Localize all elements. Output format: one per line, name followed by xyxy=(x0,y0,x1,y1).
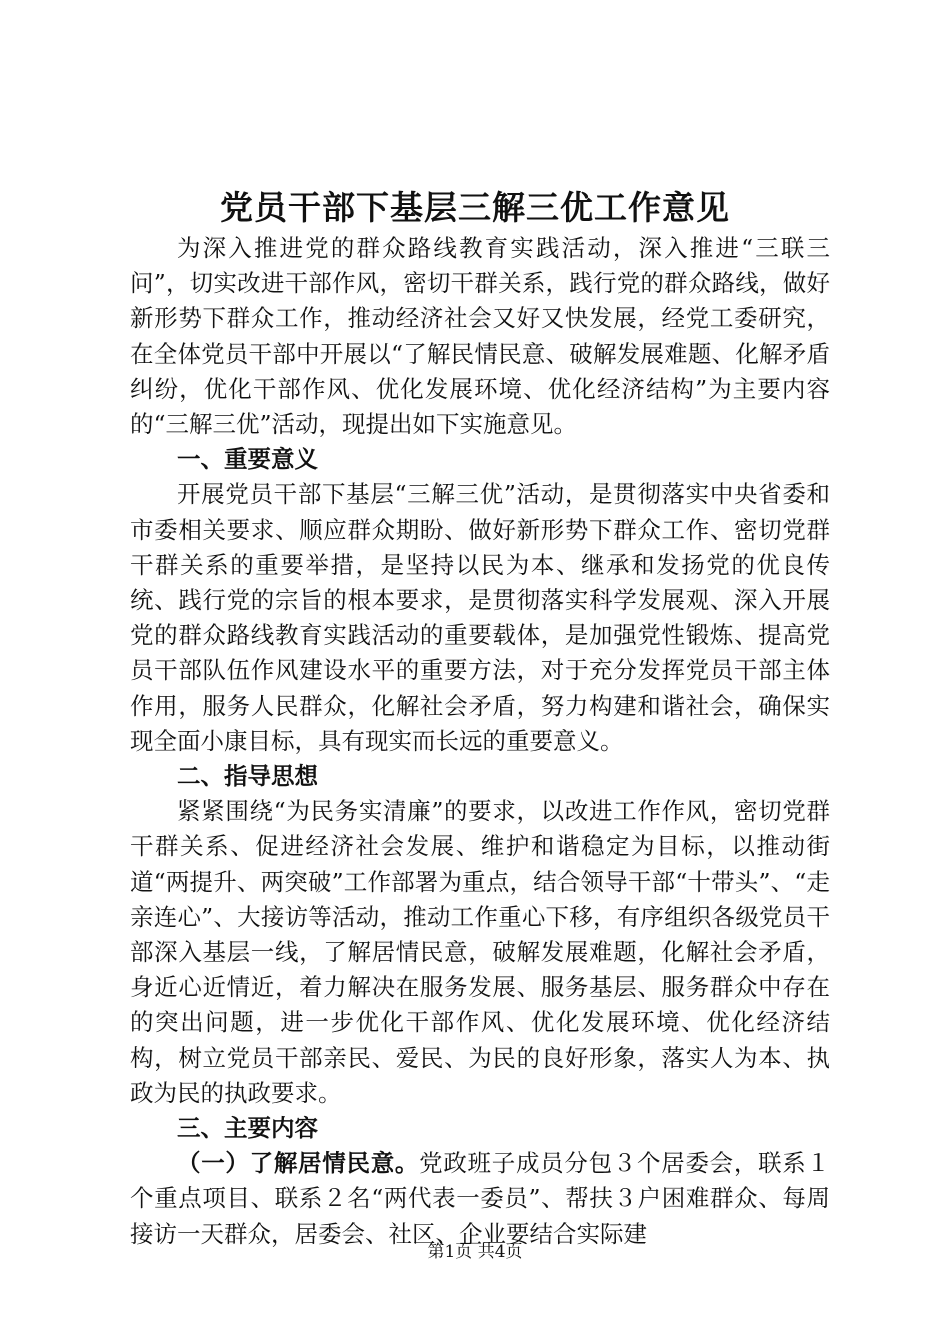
section-heading-significance: 一、重要意义 xyxy=(177,445,318,474)
document-title: 党员干部下基层三解三优工作意见 xyxy=(220,188,730,227)
intro-paragraph: 为深入推进党的群众路线教育实践活动，深入推进“三联三问”，切实改进干部作风，密切干群关系，践行党的群众路线，做好新形势下群众工作，推动经济社会又好又快发展，经党工委研究，在全体党员干部中开展以“了解民情民意、破解发展难题、化解矛盾纠纷，优化干部作风、优化发展环境、优化经济结构”为主要内容的“三解三优”活动，现提出如下实施意见。 xyxy=(130,234,830,439)
section-text-guiding-thought: 紧紧围绕“为民务实清廉”的要求，以改进工作作风，密切党群干群关系、促进经济社会发展、维护和谐稳定为目标，以推动街道“两提升、两突破”工作部署为重点，结合领导干部“十带头”、“走亲连心”、大接访等活动，推动工作重心下移，有序组织各级党员干部深入基层一线，了解居情民意，破解发展难题，化解社会矛盾，身近心近情近，着力解决在服务发展、服务基层、服务群众中存在的突出问题，进一步优化干部作风、优化发展环境、优化经济结构，树立党员干部亲民、爱民、为民的良好形象，落实人为本、执政为民的执政要求。 xyxy=(130,797,830,1107)
section-heading-guiding-thought: 二、指导思想 xyxy=(177,762,318,791)
document-body xyxy=(130,231,830,1252)
section-text-significance: 开展党员干部下基层“三解三优”活动，是贯彻落实中央省委和市委相关要求、顺应群众期盼、做好新形势下群众工作、密切党群干群关系的重要举措，是坚持以民为本、继承和发扬党的优良传统、践行党的宗旨的根本要求，是贯彻落实科学发展观、深入开展党的群众路线教育实践活动的重要载体，是加强党性锻炼、提高党员干部队伍作风建设水平的重要方法，对于充分发挥党员干部主体作用，服务人民群众，化解社会矛盾，努力构建和谐社会，确保实现全面小康目标，具有现实而长远的重要意义。 xyxy=(130,480,830,755)
subsection-lead: （一）了解居情民意。 xyxy=(177,1149,420,1178)
section-text-main-content: 党政班子成员分包３个居委会，联系１个重点项目、联系２名“两代表一委员”、帮扶３户困难群众、每周接访一天群众，居委会、社区、企业要结合实际建 xyxy=(130,1149,831,1248)
page-number-footer: 第1页 共4页 xyxy=(427,1242,523,1262)
section-paragraph-main-content xyxy=(130,1146,830,1252)
section-heading-main-content: 三、主要内容 xyxy=(177,1114,318,1143)
